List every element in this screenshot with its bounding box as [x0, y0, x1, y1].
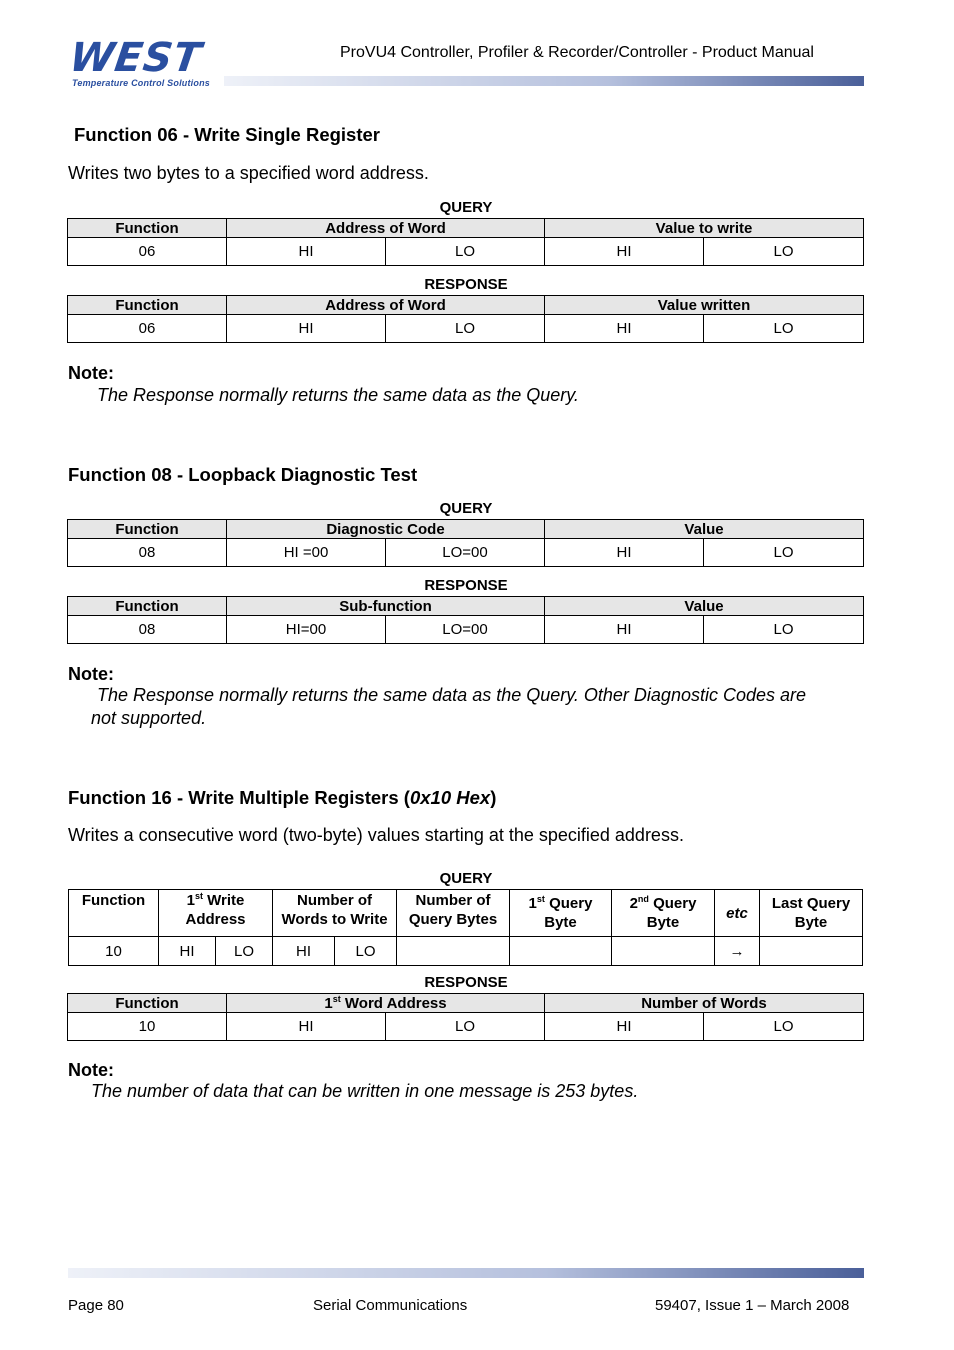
- heading-hex: 0x10 Hex: [409, 787, 491, 808]
- table-cell: 10: [69, 937, 159, 966]
- f08-note-label: Note:: [68, 664, 114, 684]
- table-header-cell: Number of Query Bytes: [397, 890, 510, 937]
- table-cell: LO=00: [386, 539, 545, 567]
- table-header-cell: Value to write: [545, 219, 864, 238]
- table-header-cell: Function: [68, 219, 227, 238]
- f16-response-caption: RESPONSE: [424, 974, 508, 991]
- table-header-cell: Diagnostic Code: [227, 520, 545, 539]
- table-cell: HI: [227, 1013, 386, 1041]
- table-cell: LO: [704, 1013, 864, 1041]
- f08-query-table: [67, 519, 864, 567]
- f16-query-caption: QUERY: [439, 870, 493, 887]
- table-header-cell: Value: [545, 597, 864, 616]
- f16-note-text: The number of data that can be written in one message is 253 bytes.: [91, 1081, 639, 1101]
- f08-note-line2: not supported.: [91, 708, 207, 728]
- heading-suffix: ): [490, 787, 497, 808]
- table-cell: LO: [704, 238, 864, 266]
- table-cell: 08: [68, 616, 227, 644]
- f16-note-label: Note:: [68, 1060, 114, 1080]
- table-cell: HI: [545, 539, 704, 567]
- footer-section: Serial Communications: [313, 1297, 468, 1314]
- manual-title: ProVU4 Controller, Profiler & Recorder/Controller - Product Manual: [340, 44, 814, 61]
- table-cell: HI: [545, 238, 704, 266]
- f16-query-table: [68, 889, 863, 966]
- f06-response-table: [67, 295, 864, 343]
- table-cell: [397, 937, 510, 966]
- table-cell: HI: [545, 315, 704, 343]
- table-cell: LO: [335, 937, 397, 966]
- logo-subtitle: Temperature Control Solutions: [72, 78, 210, 88]
- table-cell: 06: [68, 315, 227, 343]
- table-header-cell: 1st Write Address: [159, 890, 273, 937]
- table-cell: [510, 937, 612, 966]
- f06-description: Writes two bytes to a specified word address.: [68, 163, 429, 183]
- table-header-cell: etc: [715, 890, 760, 937]
- table-cell: LO: [216, 937, 273, 966]
- table-cell: HI =00: [227, 539, 386, 567]
- table-cell: LO: [704, 616, 864, 644]
- page-number: Page 80: [68, 1297, 124, 1314]
- table-cell: 10: [68, 1013, 227, 1041]
- table-header-cell: Value: [545, 520, 864, 539]
- table-header-cell: Function: [68, 520, 227, 539]
- footer-divider-bar: [68, 1268, 864, 1278]
- table-header-cell: Address of Word: [227, 219, 545, 238]
- f06-query-table: [67, 218, 864, 266]
- f06-response-caption: RESPONSE: [424, 276, 508, 293]
- table-cell: HI: [273, 937, 335, 966]
- table-cell: LO=00: [386, 616, 545, 644]
- table-cell: LO: [386, 315, 545, 343]
- table-cell: LO: [386, 1013, 545, 1041]
- table-cell: [612, 937, 715, 966]
- arrow-right-icon: →: [715, 937, 760, 966]
- table-header-cell: Function: [68, 994, 227, 1013]
- f16-response-table: [67, 993, 864, 1041]
- table-cell: [760, 937, 863, 966]
- table-cell: LO: [704, 539, 864, 567]
- f06-note-label: Note:: [68, 363, 114, 383]
- f16-description: Writes a consecutive word (two-byte) values starting at the specified address.: [68, 825, 684, 845]
- f06-query-caption: QUERY: [439, 199, 493, 216]
- table-cell: HI: [227, 315, 386, 343]
- table-header-cell: Last Query Byte: [760, 890, 863, 937]
- f08-note-line1: The Response normally returns the same data as the Query. Other Diagnostic Codes are: [97, 685, 807, 705]
- heading-function-06: Function 06 - Write Single Register: [74, 124, 380, 145]
- table-cell: 06: [68, 238, 227, 266]
- heading-function-08: Function 08 - Loopback Diagnostic Test: [68, 464, 418, 485]
- header-divider-bar: [224, 76, 864, 86]
- f08-response-caption: RESPONSE: [424, 577, 508, 594]
- table-header-cell: Function: [69, 890, 159, 937]
- table-cell: 08: [68, 539, 227, 567]
- f08-query-caption: QUERY: [439, 500, 493, 517]
- table-header-cell: Number of Words to Write: [273, 890, 397, 937]
- table-cell: HI=00: [227, 616, 386, 644]
- table-cell: HI: [159, 937, 216, 966]
- f08-response-table: [67, 596, 864, 644]
- table-header-cell: Value written: [545, 296, 864, 315]
- footer-document-id: 59407, Issue 1 – March 2008: [655, 1297, 850, 1314]
- table-cell: HI: [545, 616, 704, 644]
- table-cell: LO: [704, 315, 864, 343]
- table-header-cell: Address of Word: [227, 296, 545, 315]
- table-cell: LO: [386, 238, 545, 266]
- heading-prefix: Function 16 - Write Multiple Registers (: [68, 787, 410, 808]
- table-header-cell: Function: [68, 597, 227, 616]
- table-header-cell: 1st Word Address: [227, 994, 545, 1013]
- table-header-cell: Number of Words: [545, 994, 864, 1013]
- heading-function-16: [68, 787, 496, 809]
- table-header-cell: Function: [68, 296, 227, 315]
- f06-note-text: The Response normally returns the same data as the Query.: [97, 385, 579, 405]
- table-header-cell: Sub-function: [227, 597, 545, 616]
- table-cell: HI: [227, 238, 386, 266]
- table-header-cell: 1st Query Byte: [510, 890, 612, 937]
- table-header-cell: 2nd Query Byte: [612, 890, 715, 937]
- table-cell: HI: [545, 1013, 704, 1041]
- west-logo: WEST: [66, 35, 205, 81]
